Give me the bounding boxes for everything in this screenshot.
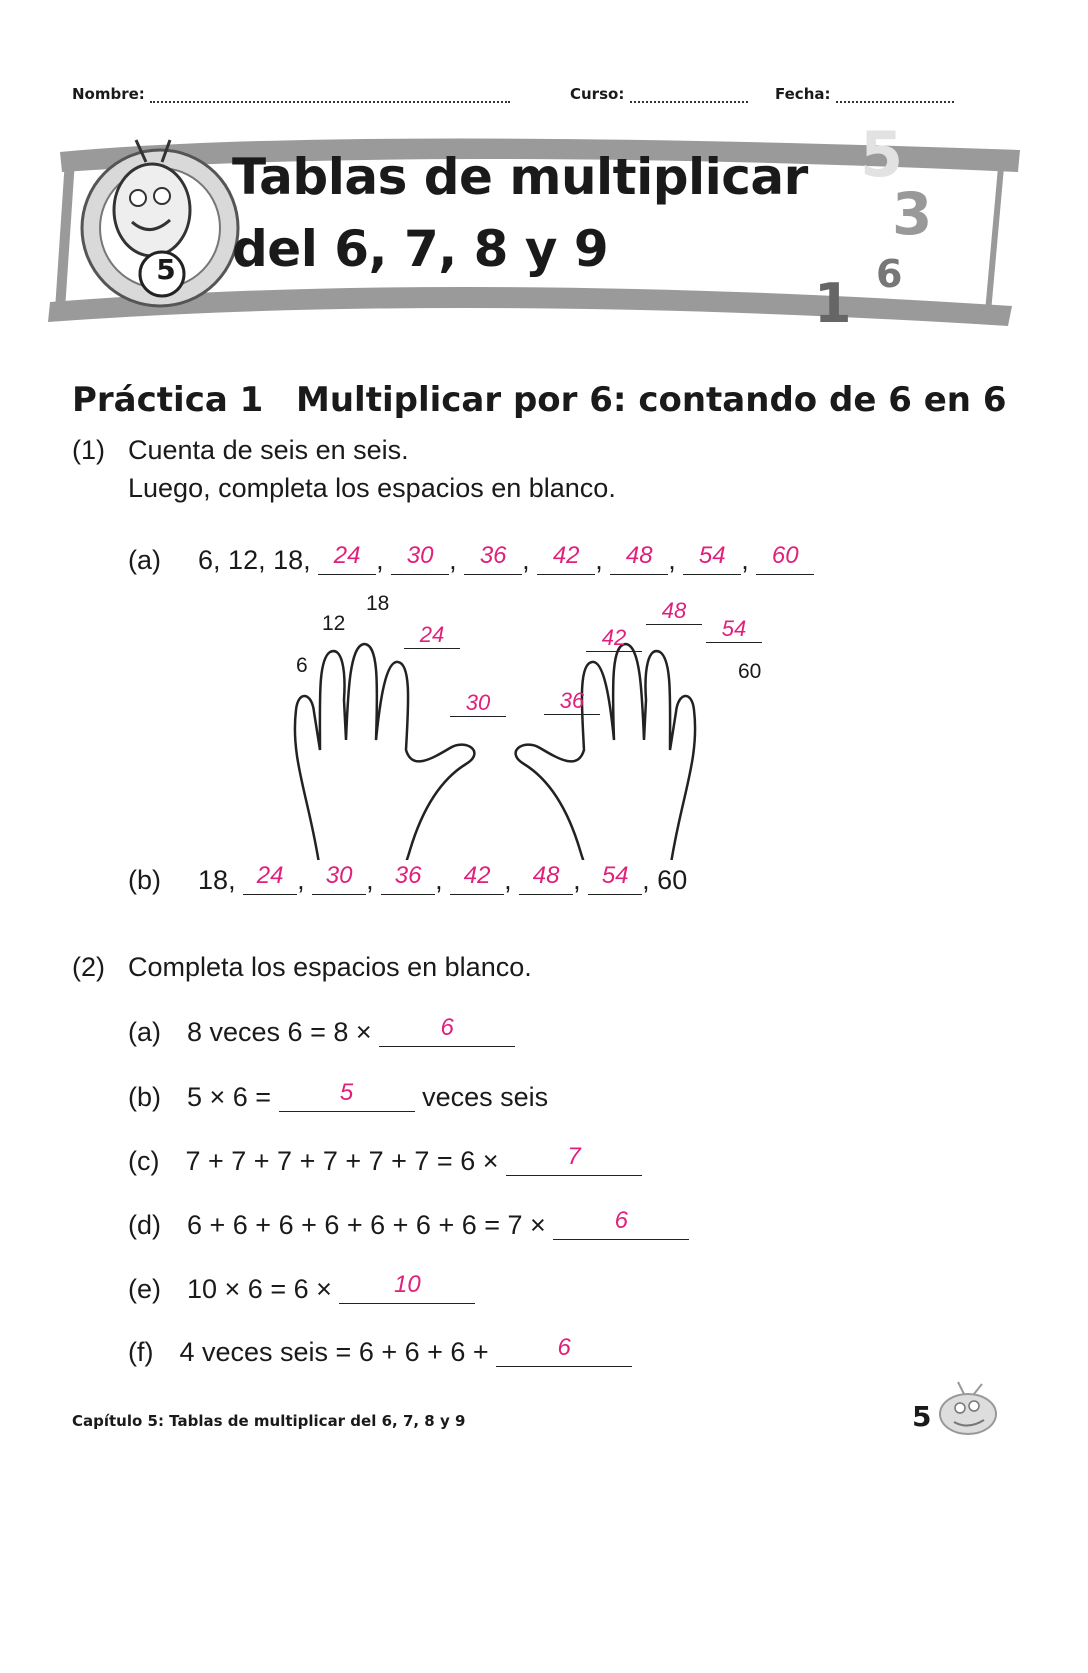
q2c-label: (c) (128, 1146, 160, 1176)
hand-label-60: 60 (738, 660, 762, 683)
q1b-row: (b) 18, 24 , 30 , 36 , 42 , 48 , 54 , 60 (128, 862, 688, 895)
q1b-blank-6[interactable]: 54 (588, 867, 642, 895)
hands-illustration (290, 640, 770, 860)
date-field (775, 85, 954, 103)
left-hand-icon (295, 644, 474, 860)
q2d-prefix: 6 + 6 + 6 + 6 + 6 + 6 + 6 = 7 × (187, 1210, 546, 1240)
q1a-label: (a) (128, 545, 161, 575)
page-number: 5 (912, 1400, 932, 1433)
q2d-blank[interactable]: 6 (553, 1212, 689, 1240)
q1-instruction-2: Luego, completa los espacios en blanco. (128, 473, 616, 503)
deco-number-5: 5 (860, 118, 904, 191)
q2c-blank[interactable]: 7 (506, 1148, 642, 1176)
practice-label: Práctica 1 (72, 380, 264, 420)
q2e-blank[interactable]: 10 (339, 1276, 475, 1304)
q1a-blank-6[interactable]: 54 (683, 547, 741, 575)
q1b-blank-3[interactable]: 36 (381, 867, 435, 895)
hand-label-18: 18 (366, 592, 390, 615)
q1-number: (1) (72, 435, 105, 465)
q1a-blank-5[interactable]: 48 (610, 547, 668, 575)
name-label: Nombre: (72, 85, 145, 103)
q2e-row (128, 1271, 475, 1305)
q2b-suffix: veces seis (422, 1082, 549, 1112)
hand-answer-36[interactable]: 36 (544, 688, 600, 715)
q1a-blank-7[interactable]: 60 (756, 547, 814, 575)
footer-chapter-text: Capítulo 5: Tablas de multiplicar del 6, 7, 8 y 9 (72, 1412, 466, 1430)
q2d-label: (d) (128, 1210, 161, 1240)
q2d-row (128, 1207, 689, 1241)
q2f-label: (f) (128, 1337, 154, 1367)
q1b-label: (b) (128, 865, 161, 895)
hand-answer-54[interactable]: 54 (706, 616, 762, 643)
q2b-row (128, 1079, 549, 1113)
q2a-blank[interactable]: 6 (379, 1019, 515, 1047)
q2f-prefix: 4 veces seis = 6 + 6 + 6 + (179, 1337, 489, 1367)
q1b-given: 18, (198, 865, 236, 895)
chapter-number-badge: 5 (156, 253, 176, 286)
date-label: Fecha: (775, 85, 831, 103)
name-field (72, 85, 510, 103)
q2a-row (128, 1014, 515, 1048)
q1a-row: (a) 6, 12, 18, 24 , 30 , 36 , 42 , 48 , 54 , 60 (128, 545, 814, 576)
banner-left-edge (60, 160, 70, 310)
q1b-end: , 60 (642, 865, 688, 895)
q1b-blank-4[interactable]: 42 (450, 867, 504, 895)
mascot-footer-icon (934, 1380, 1004, 1440)
hand-label-12: 12 (322, 612, 346, 635)
hand-answer-42[interactable]: 42 (586, 625, 642, 652)
q2-number: (2) (72, 952, 105, 982)
hand-answer-24[interactable]: 24 (404, 622, 460, 649)
q2f-row (128, 1334, 632, 1368)
hand-answer-48[interactable]: 48 (646, 598, 702, 625)
chapter-title-line1: Tablas de multiplicar (232, 148, 808, 206)
banner-right-edge (988, 156, 1002, 312)
course-field (570, 85, 748, 103)
q2b-label: (b) (128, 1082, 161, 1112)
deco-number-1: 1 (814, 272, 852, 335)
q1a-blank-4[interactable]: 42 (537, 547, 595, 575)
q1a-given: 6, 12, 18, (198, 545, 311, 575)
course-blank[interactable] (630, 87, 748, 103)
q2e-label: (e) (128, 1274, 161, 1304)
q1a-blank-1[interactable]: 24 (318, 547, 376, 575)
q2c-prefix: 7 + 7 + 7 + 7 + 7 + 7 = 6 × (185, 1146, 499, 1176)
date-blank[interactable] (836, 87, 954, 103)
deco-number-3: 3 (892, 180, 933, 248)
q1-instruction-1: Cuenta de seis en seis. (128, 435, 409, 465)
q1a-blank-2[interactable]: 30 (391, 547, 449, 575)
hand-label-6: 6 (296, 654, 308, 677)
course-label: Curso: (570, 85, 625, 103)
name-blank[interactable] (150, 87, 510, 103)
q2b-blank[interactable]: 5 (279, 1084, 415, 1112)
q2a-prefix: 8 veces 6 = 8 × (187, 1017, 372, 1047)
chapter-title-line2: del 6, 7, 8 y 9 (232, 220, 609, 278)
q2-instruction: Completa los espacios en blanco. (128, 952, 532, 982)
q1b-blank-1[interactable]: 24 (243, 867, 297, 895)
q1b-blank-2[interactable]: 30 (312, 867, 366, 895)
deco-number-6: 6 (876, 252, 903, 296)
q1b-blank-5[interactable]: 48 (519, 867, 573, 895)
right-hand-icon (516, 644, 695, 860)
hand-answer-30[interactable]: 30 (450, 690, 506, 717)
practice-title: Multiplicar por 6: contando de 6 en 6 (296, 380, 1007, 420)
q1a-blank-3[interactable]: 36 (464, 547, 522, 575)
q2a-label: (a) (128, 1017, 161, 1047)
q2e-prefix: 10 × 6 = 6 × (187, 1274, 332, 1304)
q2f-blank[interactable]: 6 (496, 1339, 632, 1367)
q2c-row (128, 1143, 642, 1177)
q2b-prefix: 5 × 6 = (187, 1082, 272, 1112)
